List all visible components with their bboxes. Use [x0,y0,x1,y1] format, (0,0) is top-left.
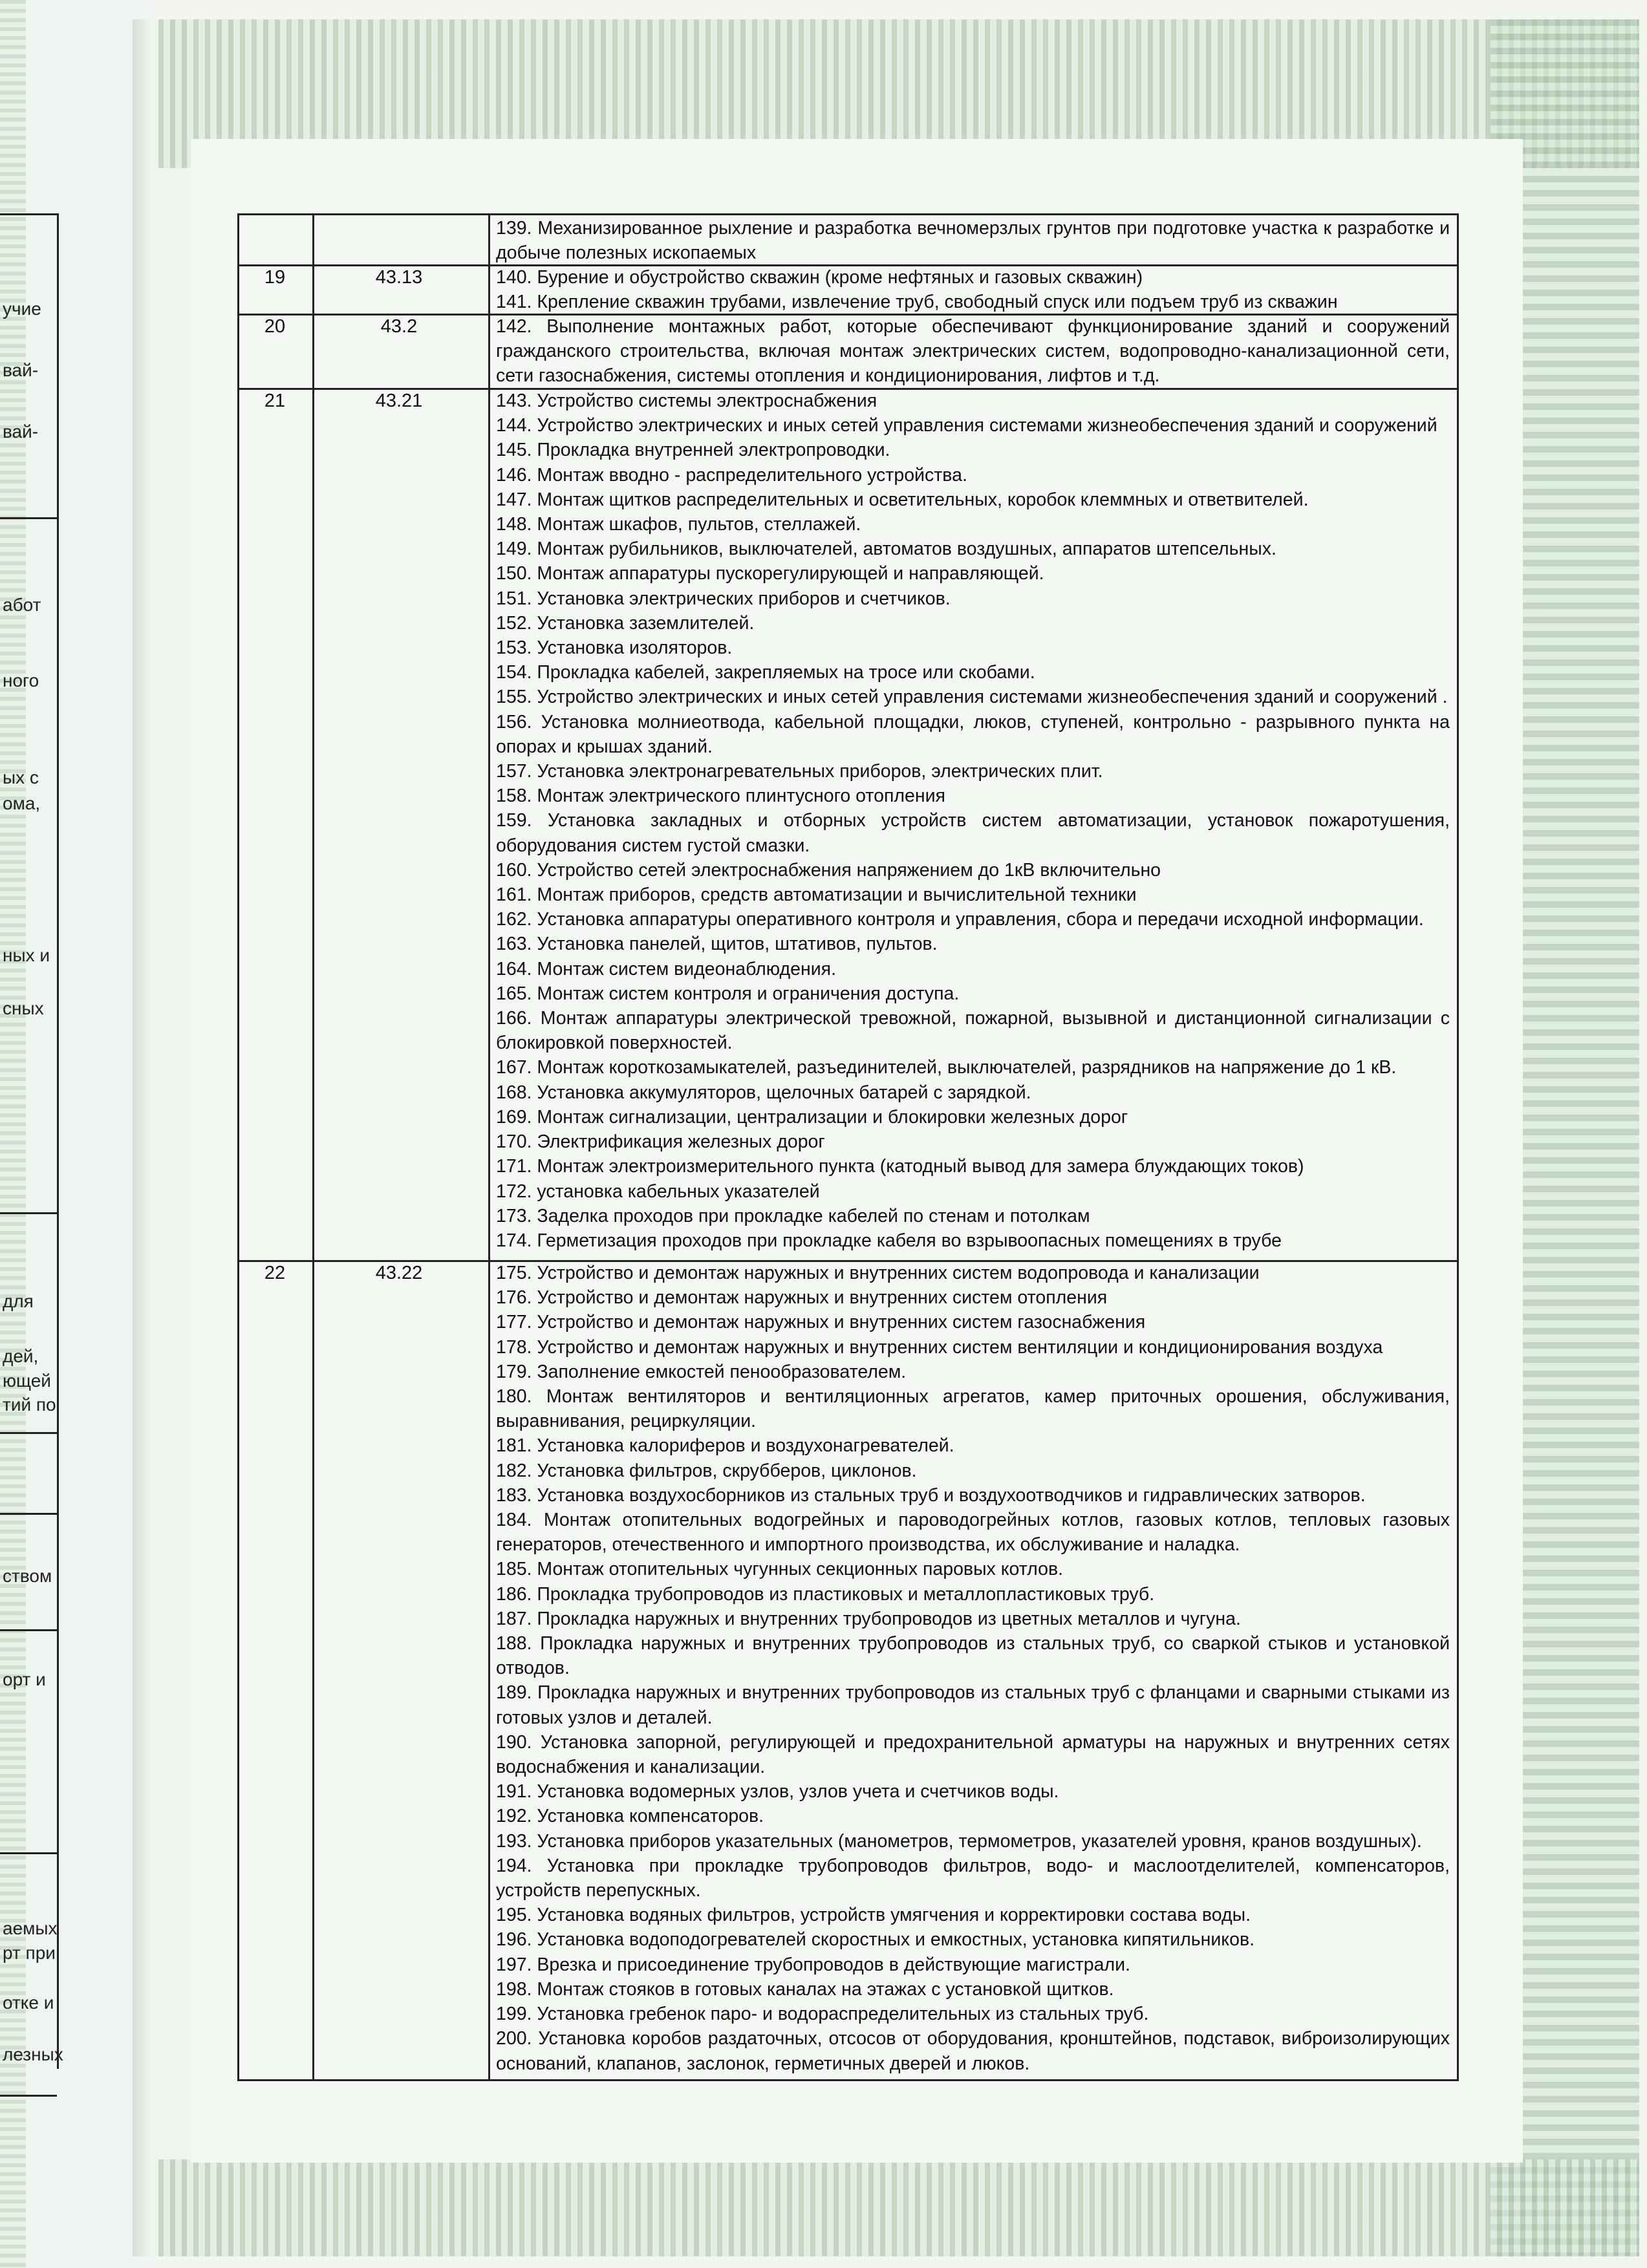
activity-item: 167. Монтаж короткозамыкателей, разъединителей, выключателей, разрядников на напряжение до 1 кВ. [496,1057,1397,1078]
left-page-text-fragment: ых с [3,767,39,787]
left-page-text-fragment: ома, [3,793,41,813]
activity-item: 160. Устройство сетей электроснабжения напряжением до 1кВ включительно [496,859,1161,881]
activity-code-cell: 43.13 [375,267,423,288]
activity-item: 145. Прокладка внутренней электропроводки. [496,440,890,461]
activity-item: 179. Заполнение емкостей пенообразователем. [496,1361,907,1382]
activity-item: 150. Монтаж аппаратуры пускорегулирующей и направляющей. [496,563,1044,584]
left-page-row-divider [0,1212,57,1214]
activity-item: 188. Прокладка наружных и внутренних трубопроводов из стальных труб, со сваркой стыков и установкой отводов. [496,1633,1450,1679]
row-number-cell: 22 [264,1263,286,1283]
ornament-border-bottom [158,2159,1639,2256]
activity-item: 178. Устройство и демонтаж наружных и внутренних систем вентиляции и кондиционирования воздуха [496,1336,1383,1358]
left-page-row-divider [0,1513,57,1515]
row-number-cell: 21 [264,390,286,411]
left-page-text-fragment: вай- [3,360,39,380]
row-number-cell: 20 [264,316,286,337]
activity-item: 151. Установка электрических приборов и счетчиков. [496,588,951,609]
left-page-fragment [0,0,149,2268]
left-page-row-divider [0,213,57,215]
left-page-text-fragment: отке и [3,1993,54,2013]
column-divider [488,215,490,2079]
left-page-text-fragment: для [3,1291,34,1311]
activity-item: 139. Механизированное рыхление и разработка вечномерзлых грунтов при подготовке участка к разработке и добыче полезных ископаемых [496,218,1450,264]
activity-item: 164. Монтаж систем видеонаблюдения. [496,958,837,979]
activity-item: 191. Установка водомерных узлов, узлов учета и счетчиков воды. [496,1781,1059,1803]
activity-item: 144. Устройство электрических и иных сетей управления системами жизнеобеспечения зданий и сооружений [496,415,1437,436]
activity-item: 169. Монтаж сигнализации, централизации и блокировки железных дорог [496,1106,1128,1128]
activity-item: 175. Устройство и демонтаж наружных и внутренних систем водопровода и канализации [496,1263,1260,1283]
activity-item: 152. Установка заземлителей. [496,612,755,634]
left-page-text-fragment: аемых [3,1918,58,1938]
left-page-text-fragment: рт при [3,1943,56,1963]
activity-item: 194. Установка при прокладке трубопроводов фильтров, водо- и маслоотделителей, компенсаторов, устройств перепускных. [496,1855,1450,1901]
left-page-text-fragment: тий по [3,1395,56,1415]
activity-item: 154. Прокладка кабелей, закрепляемых на тросе или скобами. [496,662,1035,683]
left-page-text-fragment: ного [3,670,39,690]
activity-item: 165. Монтаж систем контроля и ограничения доступа. [496,983,960,1004]
left-page-row-divider [0,2095,57,2097]
activity-item: 149. Монтаж рубильников, выключателей, автоматов воздушных, аппаратов штепсельных. [496,539,1276,560]
activity-item: 158. Монтаж электрического плинтусного отопления [496,786,945,807]
left-page-text-fragment: абот [3,595,41,615]
activity-item: 198. Монтаж стояков в готовых каналах на этажах с установкой щитков. [496,1978,1114,2000]
activity-item: 168. Установка аккумуляторов, щелочных батарей с зарядкой. [496,1082,1031,1103]
activity-item: 190. Установка запорной, регулирующей и предохранительной арматуры на наружных и внутренних сетях водоснабжения и канализации. [496,1731,1450,1778]
left-page-text-fragment: вай- [3,422,39,442]
activity-item: 183. Установка воздухосборников из стальных труб и воздухоотводчиков и гидравлических затворов. [496,1484,1366,1506]
left-page-text-fragment: ством [3,1566,52,1586]
row-number-cell: 19 [264,267,286,288]
activity-item: 166. Монтаж аппаратуры электрической тревожной, пожарной, вызывной и дистанционной сигнализации с блокировкой поверхностей. [496,1008,1450,1054]
activity-item: 171. Монтаж электроизмерительного пункта (катодный вывод для замера блуждающих токов) [496,1156,1304,1177]
left-page-text-fragment: дей, [3,1346,39,1366]
activity-item: 161. Монтаж приборов, средств автоматизации и вычислительной техники [496,884,1137,906]
left-page-row-divider [0,1852,57,1854]
activity-item: 197. Врезка и присоединение трубопроводов в действующие магистрали. [496,1954,1130,1975]
activity-item: 196. Установка водоподогревателей скоростных и емкостных, установка кипятильников. [496,1929,1255,1951]
activity-item: 173. Заделка проходов при прокладке кабелей по стенам и потолкам [496,1205,1090,1226]
activity-item: 187. Прокладка наружных и внутренних трубопроводов из цветных металлов и чугуна. [496,1608,1241,1629]
left-page-row-divider [0,1432,57,1434]
left-page-row-divider [0,1629,57,1631]
left-page-text-fragment: ных и [3,945,50,965]
activity-items-cell [496,314,1450,389]
activity-item: 146. Монтаж вводно - распределительного устройства. [496,464,967,486]
activity-item: 156. Установка молниеотвода, кабельной площадки, люков, ступеней, контрольно - разрывного пункта на опорах и крышах зданий. [496,711,1450,757]
activity-item: 142. Выполнение монтажных работ, которые обеспечивают функционирование зданий и сооружений гражданского строительства, включая монтаж электрических систем, водопроводно-канализационной сети, сети газоснабжения, системы отопления и кондиционирования, лифтов и т.д. [496,316,1450,387]
activity-item: 186. Прокладка трубопроводов из пластиковых и металлопластиковых труб. [496,1583,1155,1605]
activity-item: 163. Установка панелей, щитов, штативов, пультов. [496,934,938,955]
activity-item: 143. Устройство системы электроснабжения [496,390,877,411]
activity-item: 148. Монтаж шкафов, пультов, стеллажей. [496,514,861,535]
left-page-row-divider [0,517,57,519]
left-page-table [0,213,59,2069]
activity-item: 193. Установка приборов указательных (манометров, термометров, указателей уровня, кранов воздушных). [496,1830,1422,1852]
activity-item: 185. Монтаж отопительных чугунных секционных паровых котлов. [496,1559,1064,1580]
activity-item: 176. Устройство и демонтаж наружных и внутренних систем отопления [496,1287,1108,1309]
left-page-text-fragment: ющей [3,1371,51,1391]
activity-item: 174. Герметизация проходов при прокладке кабеля во взрывоопасных помещениях в трубе [496,1230,1282,1251]
activity-item: 159. Установка закладных и отборных устройств систем автоматизации, установок пожаротушения, оборудования систем густой смазки. [496,810,1450,856]
activity-code-cell: 43.21 [375,390,423,411]
left-page-text-fragment: сных [3,998,44,1018]
activity-item: 199. Установка гребенок паро- и водораспределительных из стальных труб. [496,2004,1149,2025]
activity-code-cell: 43.2 [380,316,418,337]
activity-item: 195. Установка водяных фильтров, устройств умягчения и корректировки состава воды. [496,1905,1251,1926]
activity-items-cell [496,389,1450,1253]
activity-item: 170. Электрификация железных дорог [496,1131,825,1153]
activity-items-cell [496,1261,1450,2076]
page-spine [133,19,152,2256]
activity-item: 162. Установка аппаратуры оперативного контроля и управления, сбора и передачи исходной информации. [496,909,1424,930]
activity-item: 200. Установка коробов раздаточных, отсосов от оборудования, кронштейнов, подставок, виброизолирующих оснований, клапанов, заслонок, герметичных дверей и люков. [496,2028,1450,2074]
activity-item: 189. Прокладка наружных и внутренних трубопроводов из стальных труб с фланцами и сварными стыками из готовых узлов и деталей. [496,1682,1450,1728]
activity-item: 141. Крепление скважин трубами, извлечение труб, свободный спуск или подъем труб из скважин [496,292,1338,313]
column-divider [312,215,314,2079]
activity-item: 184. Монтаж отопительных водогрейных и пароводогрейных котлов, газовых котлов, тепловых газовых генераторов, отечественного и импортного производства, их обслуживание и наладка. [496,1510,1450,1556]
activity-items-cell [496,216,1450,265]
activity-item: 180. Монтаж вентиляторов и вентиляционных агрегатов, камер приточных орошения, обслуживания, выравнивания, рециркуляции. [496,1386,1450,1432]
activity-item: 192. Установка компенсаторов. [496,1806,764,1827]
left-page-text-fragment: орт и [3,1669,46,1689]
activity-item: 147. Монтаж щитков распределительных и осветительных, коробок клеммных и ответвителей. [496,489,1309,510]
activity-items-cell [496,265,1450,314]
activity-item: 155. Устройство электрических и иных сетей управления системами жизнеобеспечения зданий и сооружений . [496,687,1448,708]
activity-item: 140. Бурение и обустройство скважин (кроме нефтяных и газовых скважин) [496,267,1143,288]
activity-item: 172. установка кабельных указателей [496,1181,820,1202]
activity-item: 182. Установка фильтров, скрубберов, циклонов. [496,1460,917,1481]
activity-item: 181. Установка калориферов и воздухонагревателей. [496,1435,954,1457]
activity-item: 153. Установка изоляторов. [496,637,733,659]
activity-code-cell: 43.22 [375,1263,423,1283]
activity-item: 177. Устройство и демонтаж наружных и внутренних систем газоснабжения [496,1312,1146,1333]
activity-item: 157. Установка электронагревательных приборов, электрических плит. [496,761,1103,782]
left-page-text-fragment: учие [3,299,41,319]
left-page-text-fragment: лезных [3,2044,63,2064]
